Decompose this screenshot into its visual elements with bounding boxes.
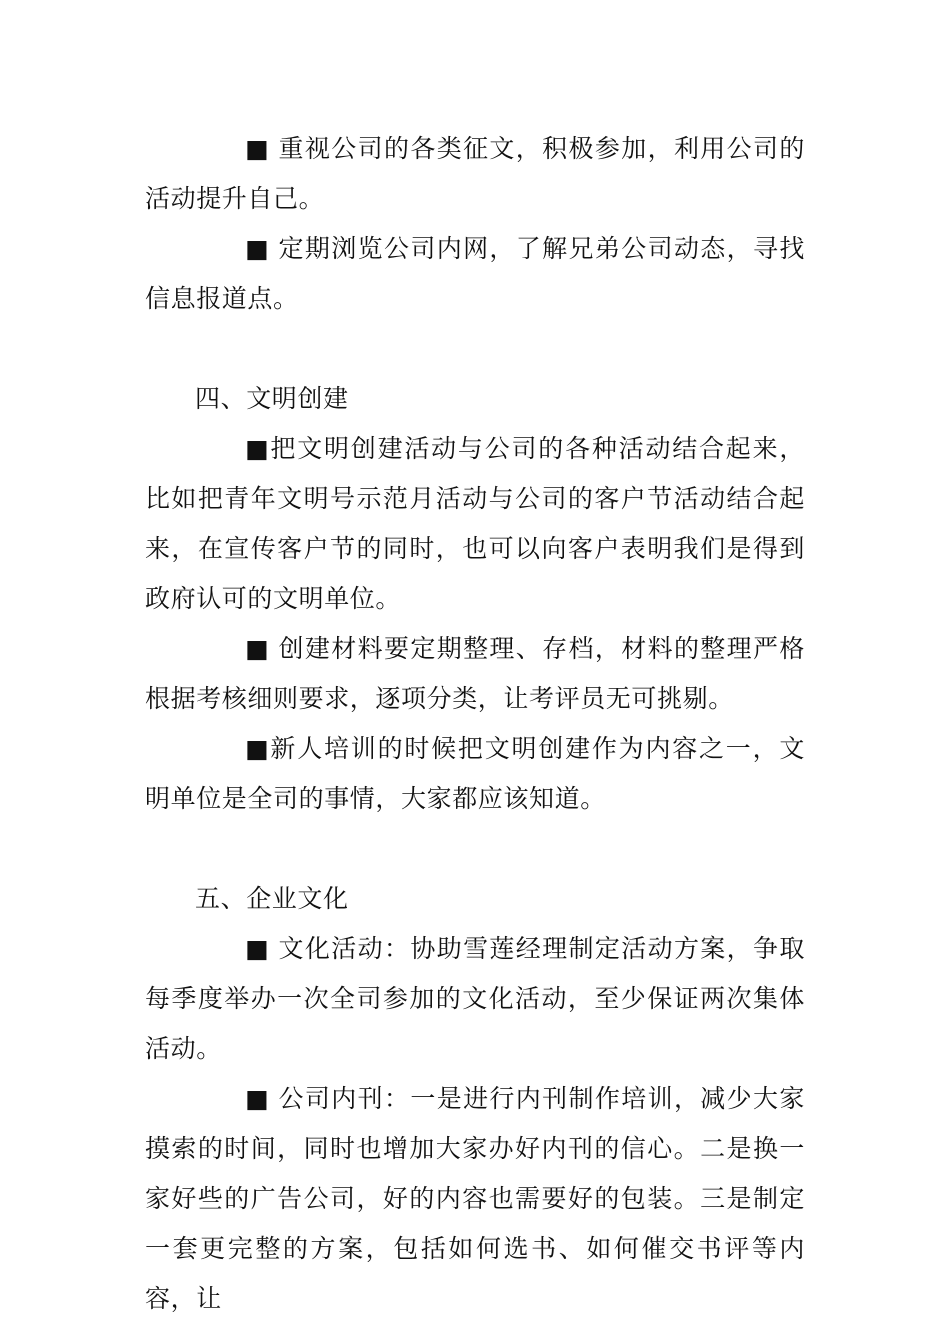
square-bullet-icon: ■ (245, 934, 270, 963)
section-gap (145, 324, 805, 374)
paragraph-cultural-activities (145, 924, 805, 1074)
section-heading-civilization: 四、文明创建 (195, 384, 349, 413)
paragraph-essay-contests (145, 124, 805, 224)
section-heading-corporate-culture: 五、企业文化 (195, 884, 349, 913)
square-bullet-icon: ■ (245, 734, 270, 763)
paragraph-text: 创建材料要定期整理、存档，材料的整理严格根据考核细则要求，逐项分类，让考评员无可挑剔。 (145, 634, 805, 713)
paragraph-new-staff-training (145, 724, 805, 824)
square-bullet-icon: ■ (245, 634, 270, 663)
square-bullet-icon: ■ (245, 234, 270, 263)
square-bullet-icon: ■ (245, 1084, 270, 1113)
paragraph-text: 重视公司的各类征文，积极参加，利用公司的活动提升自己。 (145, 134, 805, 213)
square-bullet-icon: ■ (245, 434, 270, 463)
paragraph-text: 公司内刊：一是进行内刊制作培训，减少大家摸索的时间，同时也增加大家办好内刊的信心。二是换一家好些的广告公司，好的内容也需要好的包装。三是制定一套更完整的方案，包括如何选书、如何催交书评等内容，让 (145, 1084, 805, 1313)
paragraph-materials-archive (145, 624, 805, 724)
square-bullet-icon: ■ (245, 134, 270, 163)
section-gap (145, 824, 805, 874)
document-page (145, 124, 805, 1324)
paragraph-text: 文化活动：协助雪莲经理制定活动方案，争取每季度举办一次全司参加的文化活动，至少保证两次集体活动。 (145, 934, 805, 1063)
paragraph-text: 把文明创建活动与公司的各种活动结合起来，比如把青年文明号示范月活动与公司的客户节活动结合起来，在宣传客户节的同时，也可以向客户表明我们是得到政府认可的文明单位。 (145, 434, 805, 613)
paragraph-intranet (145, 224, 805, 324)
paragraph-text: 新人培训的时候把文明创建作为内容之一，文明单位是全司的事情，大家都应该知道。 (145, 734, 805, 813)
paragraph-combine-activities (145, 424, 805, 624)
paragraph-internal-magazine (145, 1074, 805, 1324)
paragraph-text: 定期浏览公司内网，了解兄弟公司动态，寻找信息报道点。 (145, 234, 805, 313)
